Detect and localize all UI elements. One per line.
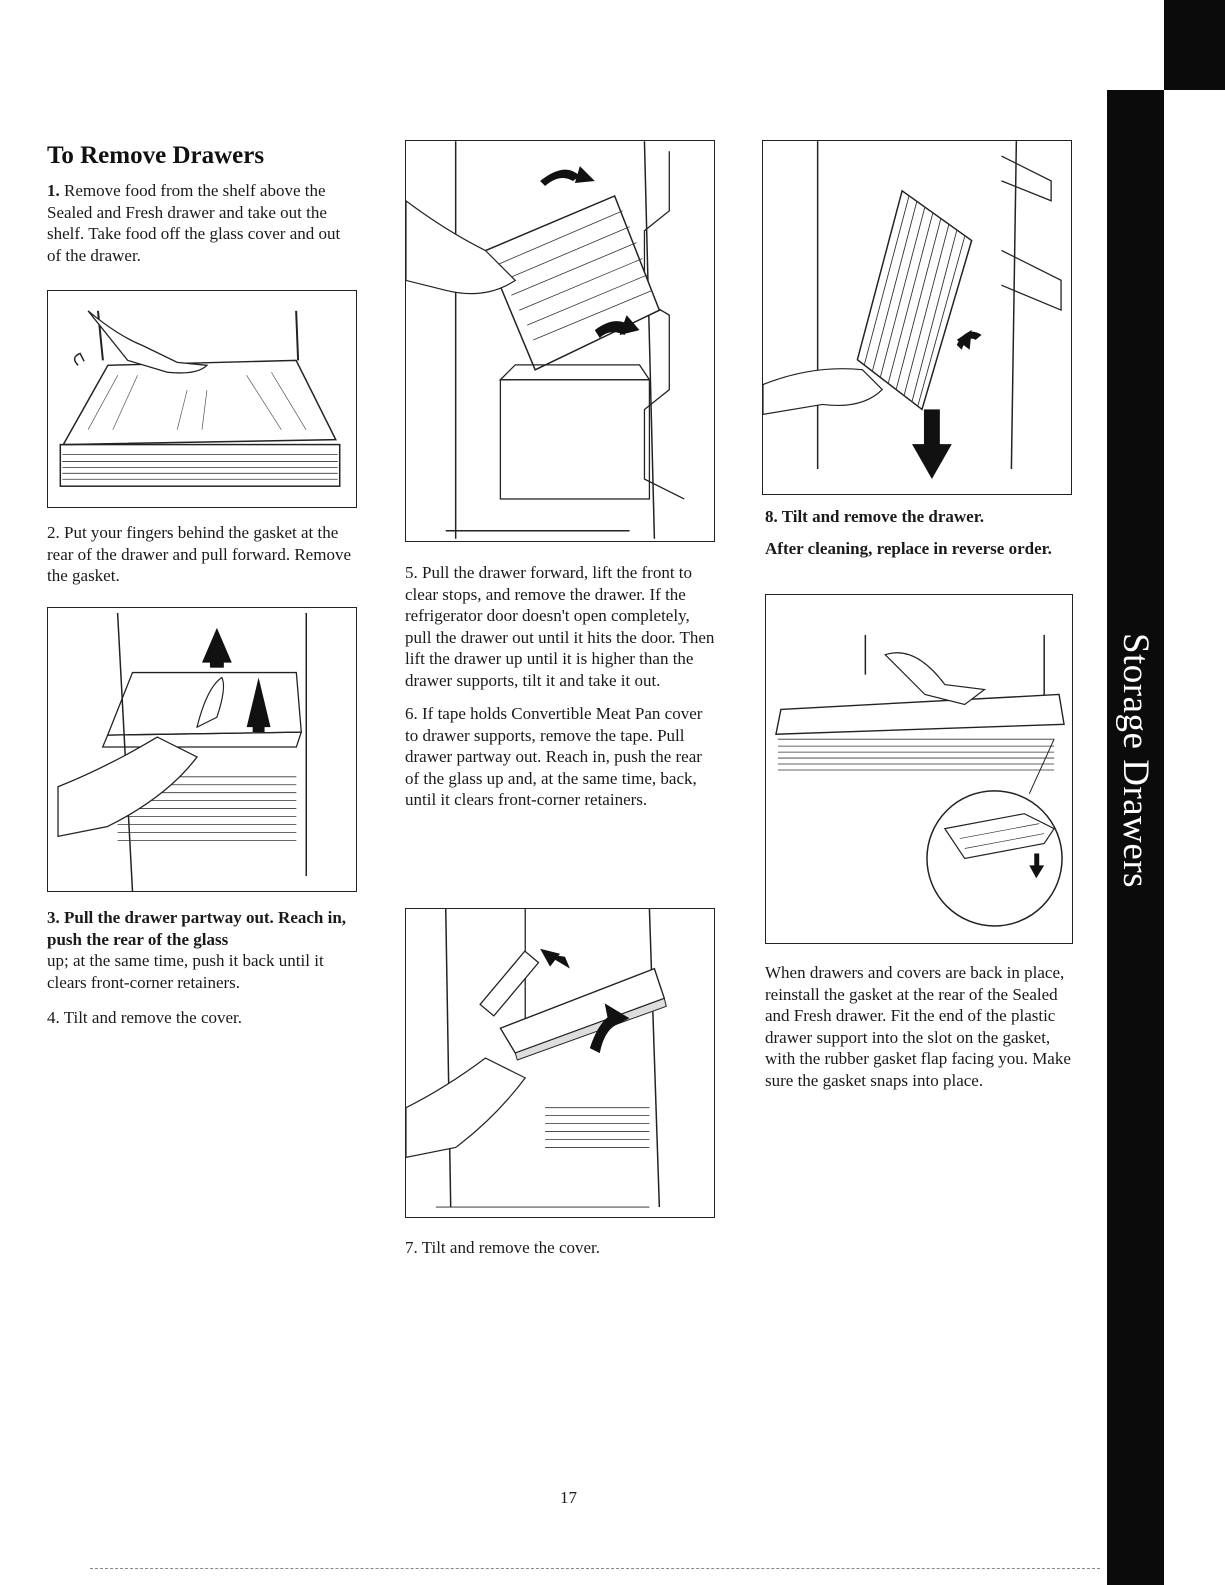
bottom-rule (90, 1568, 1100, 1569)
meat-pan-cover-illustration (406, 909, 714, 1217)
illustration-remove-shelf (47, 290, 357, 508)
step-1-text: Remove food from the shelf above the Sealed and Fresh drawer and take out the shelf. Take food off the glass cover and out of the drawer. (47, 181, 341, 265)
illustration-remove-gasket (47, 607, 357, 892)
step-8-text: 8. Tilt and remove the drawer. (765, 507, 984, 526)
illustration-tilt-drawer (762, 140, 1072, 495)
step-7-text: 7. Tilt and remove the cover. (405, 1238, 601, 1257)
sidebar-title-text: Storage Drawers (1115, 632, 1157, 889)
column-middle-text (405, 562, 715, 811)
step-3-text: 3. Pull the drawer partway out. Reach in, push the rear of the glass (47, 908, 347, 949)
drawer-gasket-illustration (48, 608, 356, 891)
step-7 (405, 1237, 715, 1259)
final-instructions (765, 962, 1075, 1091)
step-5-text: 5. Pull the drawer forward, lift the front to clear stops, and remove the drawer. If the refrigerator door doesn't open completely, pull the drawer out until it hits the door. Then lift the drawer up until it is higher than the drawer supports, tilt it and take it out. (405, 563, 715, 690)
step-6-text: 6. If tape holds Convertible Meat Pan cover to drawer supports, remove the tape. Pull drawer partway out. Reach in, push the rear of the glass up and, at the same time, back, until it clears front-corner retainers. (405, 704, 703, 809)
sidebar-title (1106, 618, 1166, 903)
drawer-cover-illustration (48, 291, 356, 507)
sidebar-top (1164, 0, 1225, 90)
column-right-text (765, 506, 1075, 559)
illustration-pull-drawer (405, 140, 715, 542)
step-4-text: 4. Tilt and remove the cover. (47, 1008, 243, 1027)
tilt-drawer-illustration (763, 141, 1071, 494)
after-cleaning-text: After cleaning, replace in reverse order. (765, 538, 1052, 558)
step-1 (47, 180, 357, 266)
illustration-remove-cover (405, 908, 715, 1218)
column-left (47, 142, 357, 266)
illustration-reinstall-gasket (765, 594, 1073, 944)
step-2-text: 2. Put your fingers behind the gasket at the rear of the drawer and pull forward. Remove the gasket. (47, 523, 351, 585)
step-3 (47, 907, 357, 1029)
step-1-number: 1. (47, 181, 60, 200)
step-3-rest: up; at the same time, push it back until it clears front-corner retainers. (47, 951, 324, 992)
drawer-pull-illustration (406, 141, 714, 541)
gasket-reinstall-illustration (766, 595, 1072, 943)
page-title: To Remove Drawers (47, 142, 265, 169)
step-2 (47, 522, 357, 587)
page-number: 17 (560, 1488, 577, 1507)
final-text: When drawers and covers are back in place, reinstall the gasket at the rear of the Sealed and Fresh drawer. Fit the end of the plastic drawer support into the slot on the gasket, with the rubber gasket flap facing you. Make sure the gasket snaps into place. (765, 963, 1071, 1090)
